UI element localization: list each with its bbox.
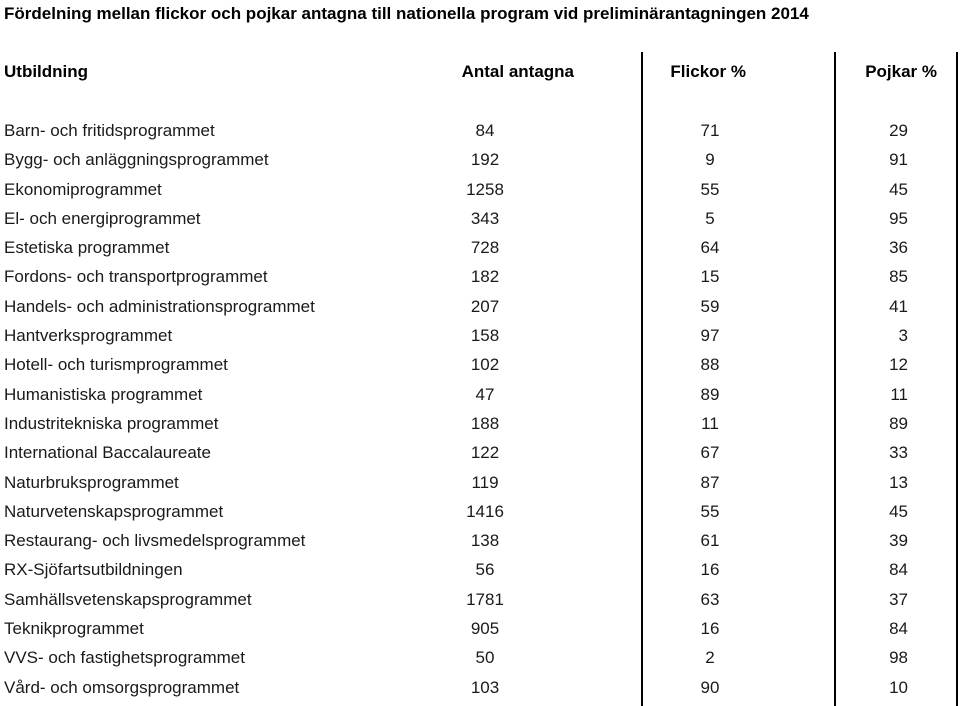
antal-antagna-value: 84 xyxy=(475,121,495,140)
antal-antagna-value: 192 xyxy=(470,150,500,170)
table-row xyxy=(0,321,960,350)
table-row xyxy=(0,262,960,291)
program-name: Vård- och omsorgsprogrammet xyxy=(4,677,240,697)
header-flickor-procent: Flickor % xyxy=(670,62,746,81)
flickor-percent-value: 97 xyxy=(700,326,720,346)
header-antal-antagna: Antal antagna xyxy=(461,62,574,81)
page-title: Fördelning mellan flickor och pojkar antagna till nationella program vid preliminärantagningen 2014 xyxy=(4,4,809,23)
antal-antagna-value: 103 xyxy=(470,677,500,697)
table-row xyxy=(0,292,960,321)
program-name: VVS- och fastighetsprogrammet xyxy=(4,648,245,668)
table-row xyxy=(0,438,960,467)
pojkar-percent-value: 85 xyxy=(889,267,908,287)
antal-antagna-value: 182 xyxy=(470,267,500,287)
pojkar-percent-value: 89 xyxy=(889,413,908,433)
antal-antagna-value: 207 xyxy=(470,296,500,316)
table-row xyxy=(0,350,960,379)
table-row xyxy=(0,526,960,555)
antal-antagna-value: 1258 xyxy=(466,179,504,199)
program-name: Estetiska programmet xyxy=(4,238,170,258)
flickor-percent-value: 87 xyxy=(700,472,720,492)
table-row xyxy=(0,497,960,526)
table-body xyxy=(0,116,960,706)
table-row xyxy=(0,555,960,584)
program-name: Barn- och fritidsprogrammet xyxy=(4,121,215,140)
program-name: El- och energiprogrammet xyxy=(4,208,201,228)
flickor-percent-value: 67 xyxy=(700,443,720,463)
pojkar-percent-value: 33 xyxy=(889,443,908,463)
pojkar-percent-value: 11 xyxy=(890,384,908,404)
program-name: Naturbruksprogrammet xyxy=(4,472,179,492)
program-name: Fordons- och transportprogrammet xyxy=(4,267,268,287)
pojkar-percent-value: 84 xyxy=(889,619,908,639)
program-name: Samhällsvetenskapsprogrammet xyxy=(4,589,252,609)
pojkar-percent-value: 41 xyxy=(889,296,908,316)
table-header xyxy=(0,60,960,84)
flickor-percent-value: 64 xyxy=(700,238,720,258)
pojkar-percent-value: 95 xyxy=(889,208,908,228)
table-row xyxy=(0,585,960,614)
pojkar-percent-value: 84 xyxy=(889,560,908,580)
header-utbildning: Utbildning xyxy=(4,62,89,81)
antal-antagna-value: 119 xyxy=(471,472,499,492)
program-name: Teknikprogrammet xyxy=(4,619,144,639)
table-row xyxy=(0,643,960,672)
antal-antagna-value: 188 xyxy=(470,413,500,433)
flickor-percent-value: 89 xyxy=(700,384,720,404)
antal-antagna-value: 158 xyxy=(470,326,500,346)
program-name: Restaurang- och livsmedelsprogrammet xyxy=(4,531,306,551)
antal-antagna-value: 1416 xyxy=(466,501,504,521)
flickor-percent-value: 63 xyxy=(700,589,720,609)
table-row xyxy=(0,468,960,497)
antal-antagna-value: 47 xyxy=(475,384,495,404)
antal-antagna-value: 728 xyxy=(470,238,500,258)
flickor-percent-value: 55 xyxy=(700,501,720,521)
antal-antagna-value: 122 xyxy=(470,443,500,463)
pojkar-percent-value: 36 xyxy=(889,238,908,258)
flickor-percent-value: 16 xyxy=(700,560,720,580)
antal-antagna-value: 56 xyxy=(475,560,495,580)
pojkar-percent-value: 45 xyxy=(889,501,908,521)
flickor-percent-value: 55 xyxy=(700,179,720,199)
pojkar-percent-value: 39 xyxy=(889,531,908,551)
antal-antagna-value: 50 xyxy=(475,648,495,668)
flickor-percent-value: 16 xyxy=(700,619,720,639)
pojkar-percent-value: 29 xyxy=(889,121,908,140)
program-name: Naturvetenskapsprogrammet xyxy=(4,501,224,521)
program-name: Bygg- och anläggningsprogrammet xyxy=(4,150,269,170)
program-name: International Baccalaureate xyxy=(4,443,211,463)
program-name: RX-Sjöfartsutbildningen xyxy=(4,560,183,580)
antal-antagna-value: 102 xyxy=(470,355,500,375)
program-name: Humanistiska programmet xyxy=(4,384,203,404)
table-row xyxy=(0,380,960,409)
program-name: Ekonomiprogrammet xyxy=(4,179,162,199)
program-name: Handels- och administrationsprogrammet xyxy=(4,296,315,316)
program-name: Hantverksprogrammet xyxy=(4,326,173,346)
table-row xyxy=(0,145,960,174)
flickor-percent-value: 5 xyxy=(705,208,715,228)
table-row xyxy=(0,614,960,643)
header-pojkar-procent: Pojkar % xyxy=(865,62,937,81)
program-name: Industritekniska programmet xyxy=(4,413,219,433)
antal-antagna-value: 1781 xyxy=(466,589,504,609)
table-row xyxy=(0,673,960,702)
pojkar-percent-value: 3 xyxy=(898,326,908,346)
pojkar-percent-value: 98 xyxy=(889,648,908,668)
flickor-percent-value: 11 xyxy=(701,413,719,433)
antal-antagna-value: 343 xyxy=(470,208,500,228)
flickor-percent-value: 71 xyxy=(700,121,720,140)
table-row xyxy=(0,409,960,438)
flickor-percent-value: 2 xyxy=(705,648,715,668)
flickor-percent-value: 90 xyxy=(700,677,720,697)
flickor-percent-value: 88 xyxy=(700,355,720,375)
pojkar-percent-value: 13 xyxy=(889,472,908,492)
flickor-percent-value: 61 xyxy=(700,531,720,551)
flickor-percent-value: 9 xyxy=(705,150,715,170)
pojkar-percent-value: 91 xyxy=(889,150,908,170)
table-row xyxy=(0,204,960,233)
flickor-percent-value: 59 xyxy=(700,296,720,316)
flickor-percent-value: 15 xyxy=(700,267,720,287)
table-row xyxy=(0,116,960,145)
pojkar-percent-value: 45 xyxy=(889,179,908,199)
table-row xyxy=(0,233,960,262)
pojkar-percent-value: 10 xyxy=(889,677,908,697)
antal-antagna-value: 905 xyxy=(470,619,500,639)
table-row xyxy=(0,175,960,204)
antal-antagna-value: 138 xyxy=(470,531,500,551)
program-name: Hotell- och turismprogrammet xyxy=(4,355,228,375)
pojkar-percent-value: 12 xyxy=(889,355,908,375)
pojkar-percent-value: 37 xyxy=(889,589,908,609)
